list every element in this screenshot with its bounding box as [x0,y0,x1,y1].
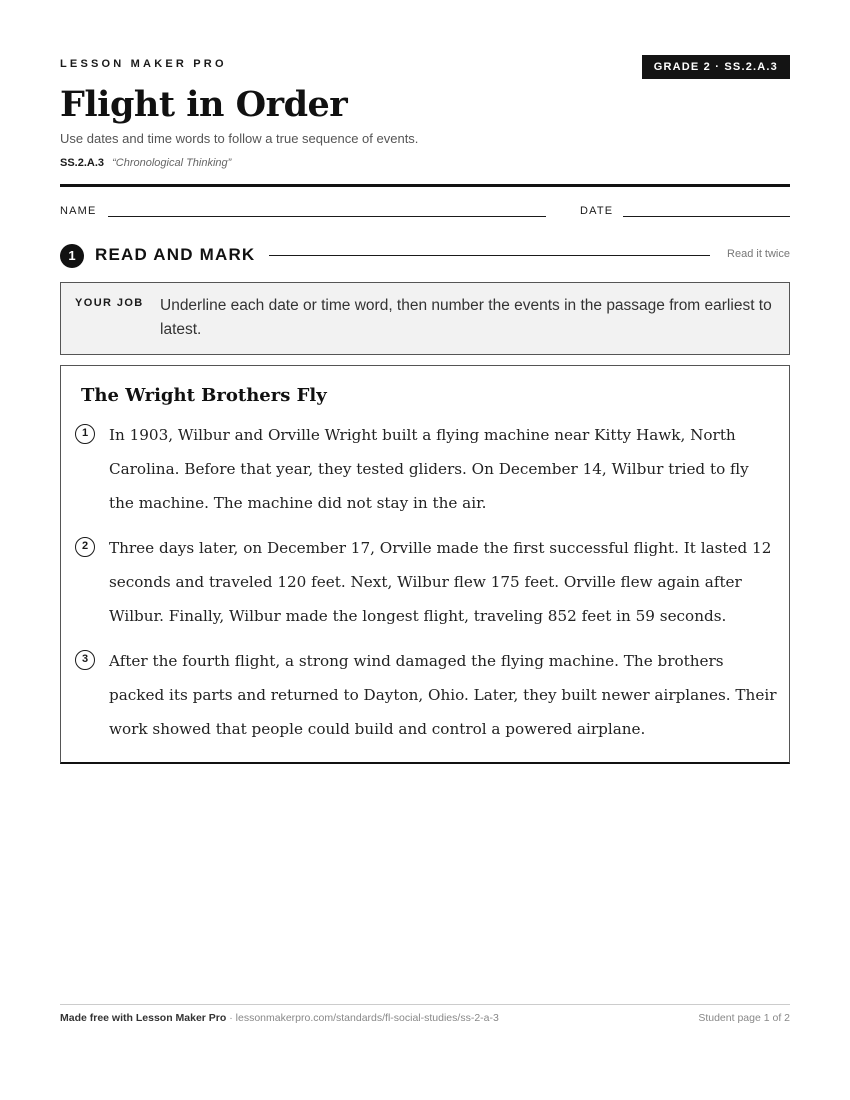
date-field[interactable] [623,216,790,217]
standard-name: “Chronological Thinking” [112,157,232,169]
worksheet-page [60,0,790,1100]
name-field[interactable] [108,216,546,217]
grade-badge: GRADE 2 · SS.2.A.3 [642,55,790,79]
page-title: Flight in Order [60,84,348,125]
paragraph-text: Three days later, on December 17, Orville made the first successful flight. It lasted 12 seconds and traveled 120 feet. Next, Wilbur flew 175 feet. Orville flew again after Wilbur. Finally, Wilbur made the longest flight, traveling 852 feet in 59 seconds. [109,539,772,625]
your-job-label: YOUR JOB [75,297,144,309]
section-note: Read it twice [727,248,790,260]
paragraph-text: After the fourth flight, a strong wind damaged the flying machine. The brothers packed its parts and returned to Dayton, Ohio. Later, they built newer airplanes. Their work showed that people could build and control a powered airplane. [109,652,777,738]
paragraph-number: 3 [75,650,95,670]
date-label: DATE [580,205,614,217]
paragraph-number: 2 [75,537,95,557]
standard-line [60,157,231,169]
paragraph-number: 1 [75,424,95,444]
your-job-box [60,282,790,355]
section-number-badge: 1 [60,244,84,268]
footer-url[interactable]: · lessonmakerpro.com/standards/fl-social-studies/ss-2-a-3 [226,1012,499,1024]
passage-title: The Wright Brothers Fly [81,385,327,406]
section-rule [269,255,710,256]
your-job-text: Underline each date or time word, then number the events in the passage from earliest to latest. [160,297,772,338]
page-subtitle: Use dates and time words to follow a true sequence of events. [60,131,419,146]
brand-name: LESSON MAKER PRO [60,58,227,70]
footer-credit [60,1012,499,1024]
section-title: READ AND MARK [95,245,256,264]
name-label: NAME [60,205,97,217]
footer-made-with: Made free with Lesson Maker Pro [60,1012,227,1024]
paragraph-text: In 1903, Wilbur and Orville Wright built a flying machine near Kitty Hawk, North Carolina. Before that year, they tested gliders. On December 14, Wilbur tried to fly the machine. The machine did not stay in the air. [109,426,749,512]
footer-page-number: Student page 1 of 2 [698,1012,790,1024]
standard-code: SS.2.A.3 [60,157,105,169]
header-divider [60,184,790,187]
passage-box [60,365,790,764]
footer-divider [60,1004,790,1005]
